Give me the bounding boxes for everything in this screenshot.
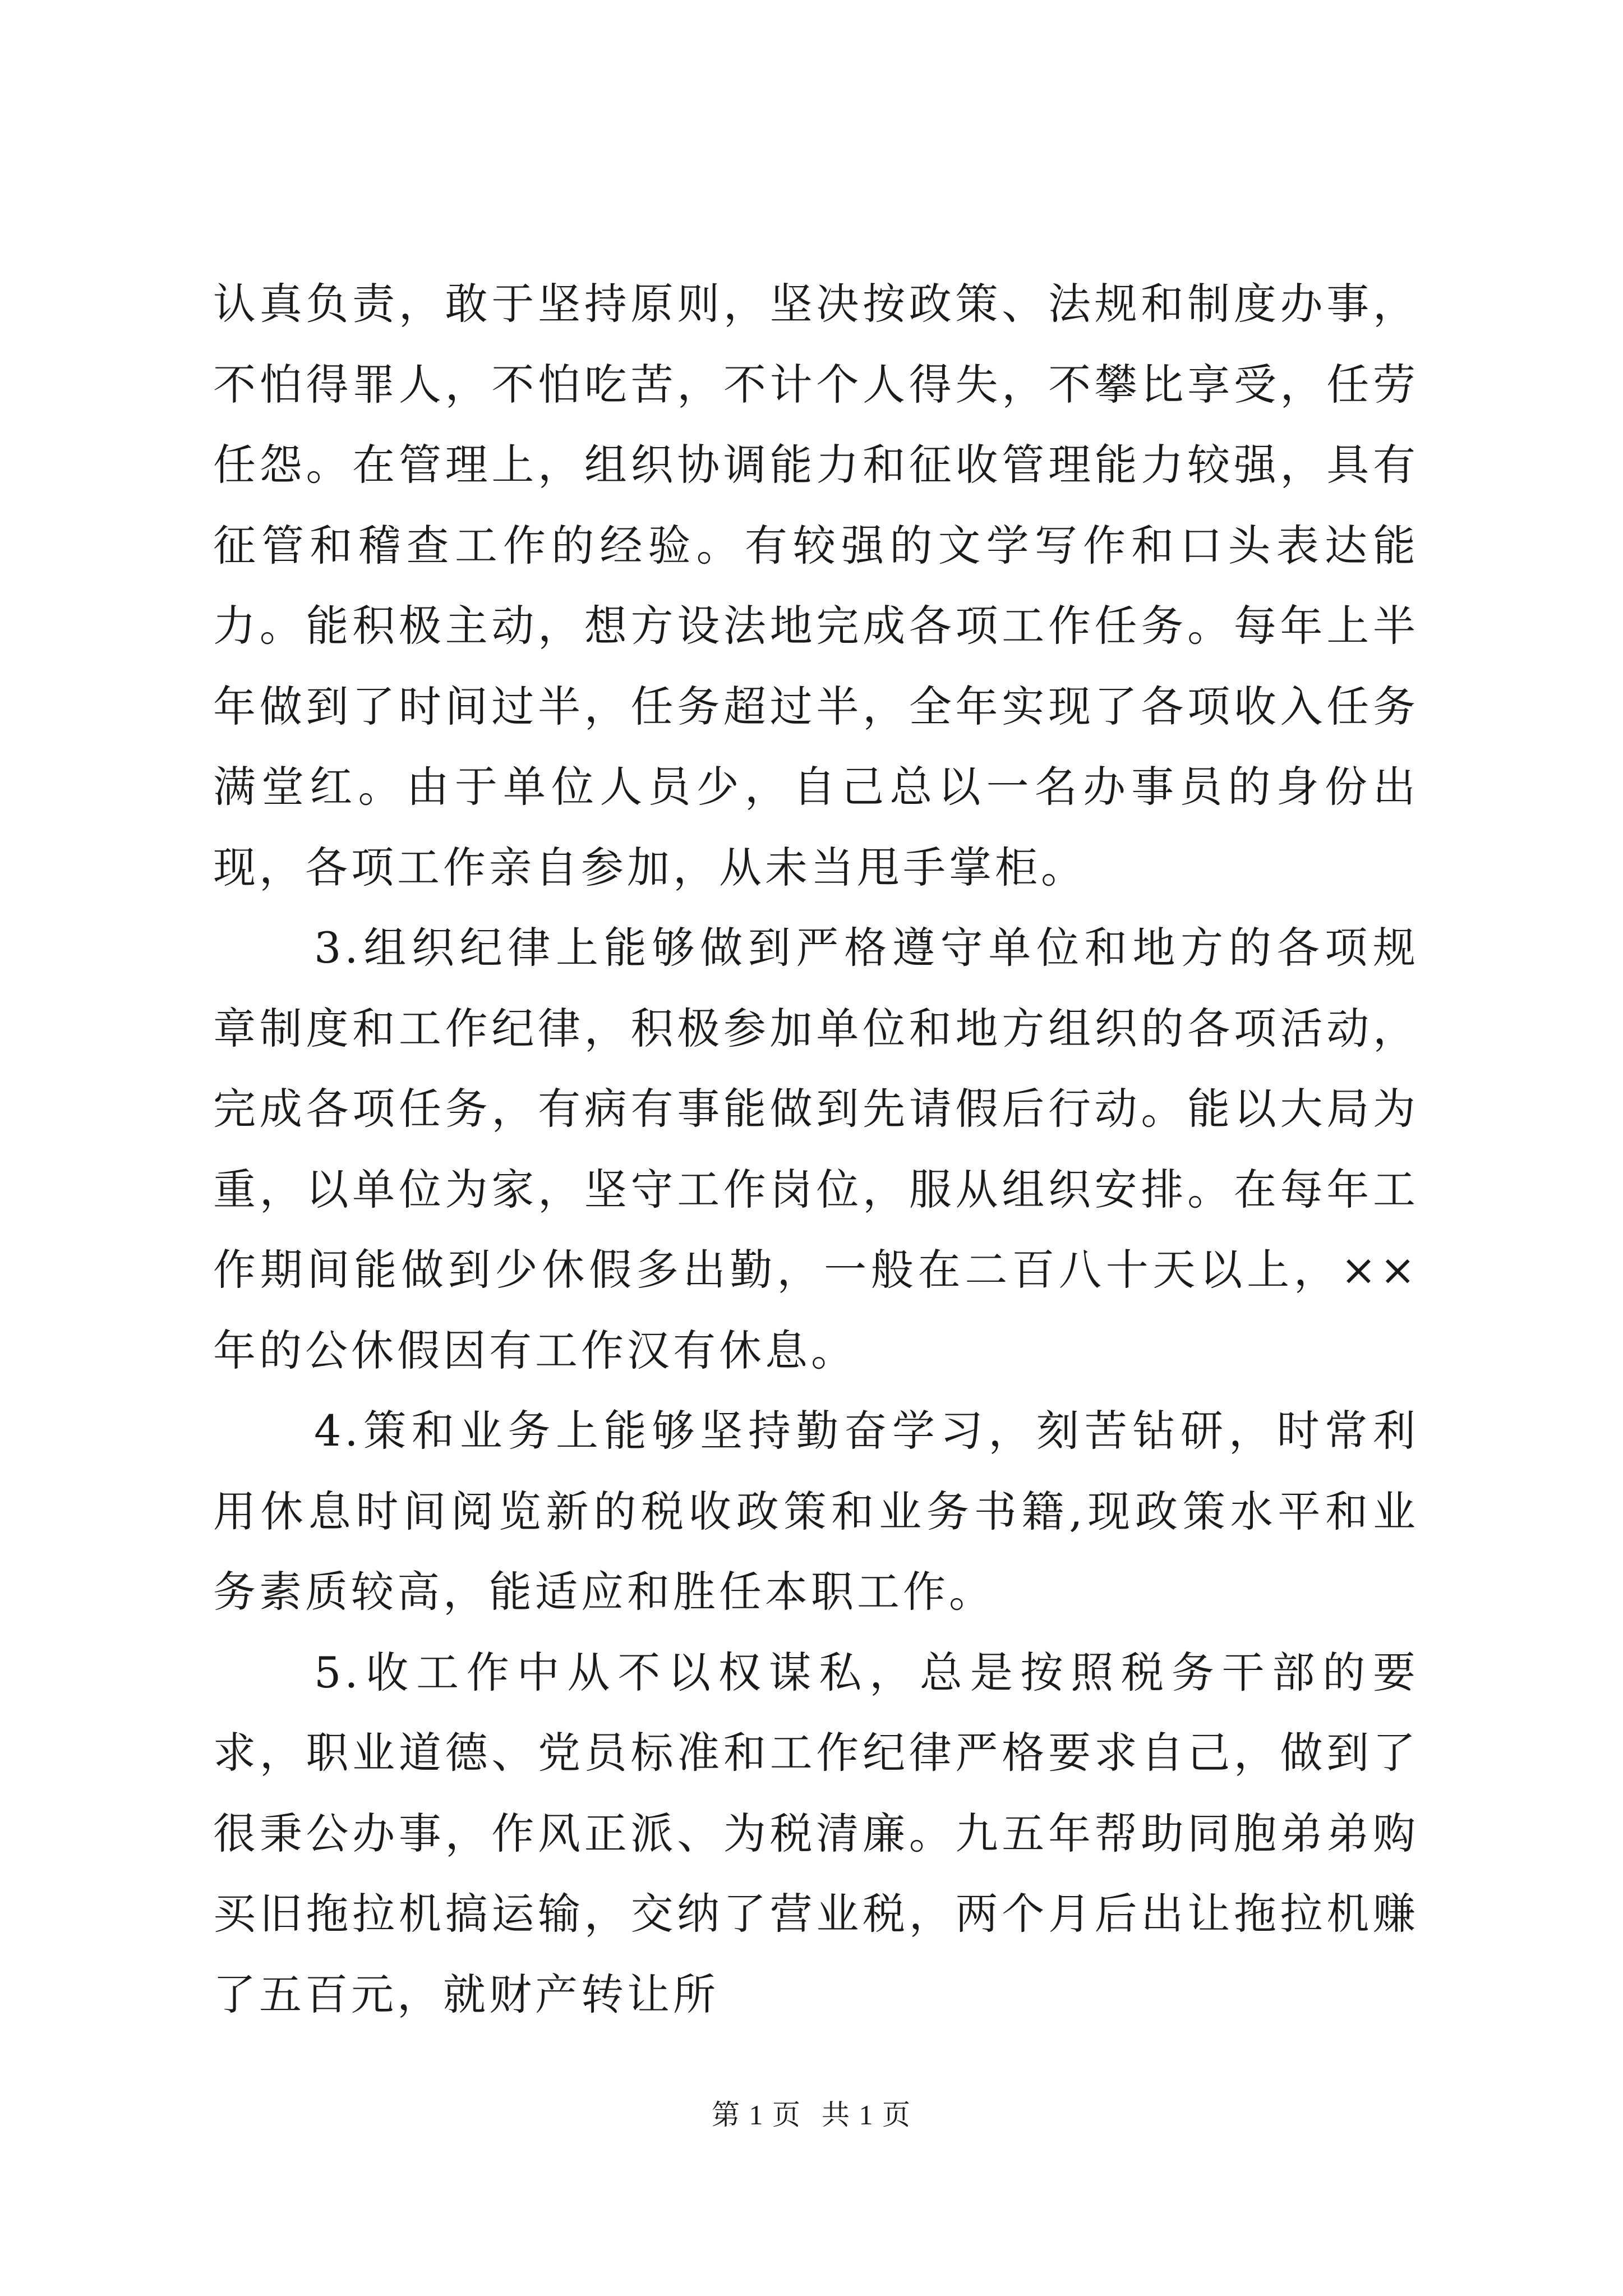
paragraph: 5.收工作中从不以权谋私，总是按照税务干部的要求，职业道德、党员标准和工作纪律严格要求自己，做到了很秉公办事，作风正派、为税清廉。九五年帮助同胞弟弟购买旧拖拉机搞运输，交纳了营业税，两个月后出让拖拉机赚了五百元，就财产转让所 [213,1647,1419,2019]
document-body [213,264,1419,2035]
page-footer [0,2095,1623,2134]
page-number-current: 第 1 页 [712,2099,801,2131]
paragraph: 3.组织纪律上能够做到严格遵守单位和地方的各项规章制度和工作纪律，积极参加单位和地方组织的各项活动，完成各项任务，有病有事能做到先请假后行动。能以大局为重，以单位为家，坚守工作岗位，服从组织安排。在每年工作期间能做到少休假多出勤，一般在二百八十天以上，××年的公休假因有工作汉有休息。 [213,923,1419,1375]
paragraph: 4.策和业务上能够坚持勤奋学习，刻苦钻研，时常利用休息时间阅览新的税收政策和业务书籍,现政策水平和业务素质较高，能适应和胜任本职工作。 [213,1406,1419,1617]
paragraph: 认真负责，敢于坚持原则，坚决按政策、法规和制度办事，不怕得罪人，不怕吃苦，不计个人得失，不攀比享受，任劳任怨。在管理上，组织协调能力和征收管理能力较强，具有征管和稽查工作的经验。有较强的文学写作和口头表达能力。能积极主动，想方设法地完成各项工作任务。每年上半年做到了时间过半，任务超过半，全年实现了各项收入任务满堂红。由于单位人员少，自己总以一名办事员的身份出现，各项工作亲自参加，从未当甩手掌柜。 [213,279,1419,892]
page-number-total: 共 1 页 [822,2099,911,2131]
